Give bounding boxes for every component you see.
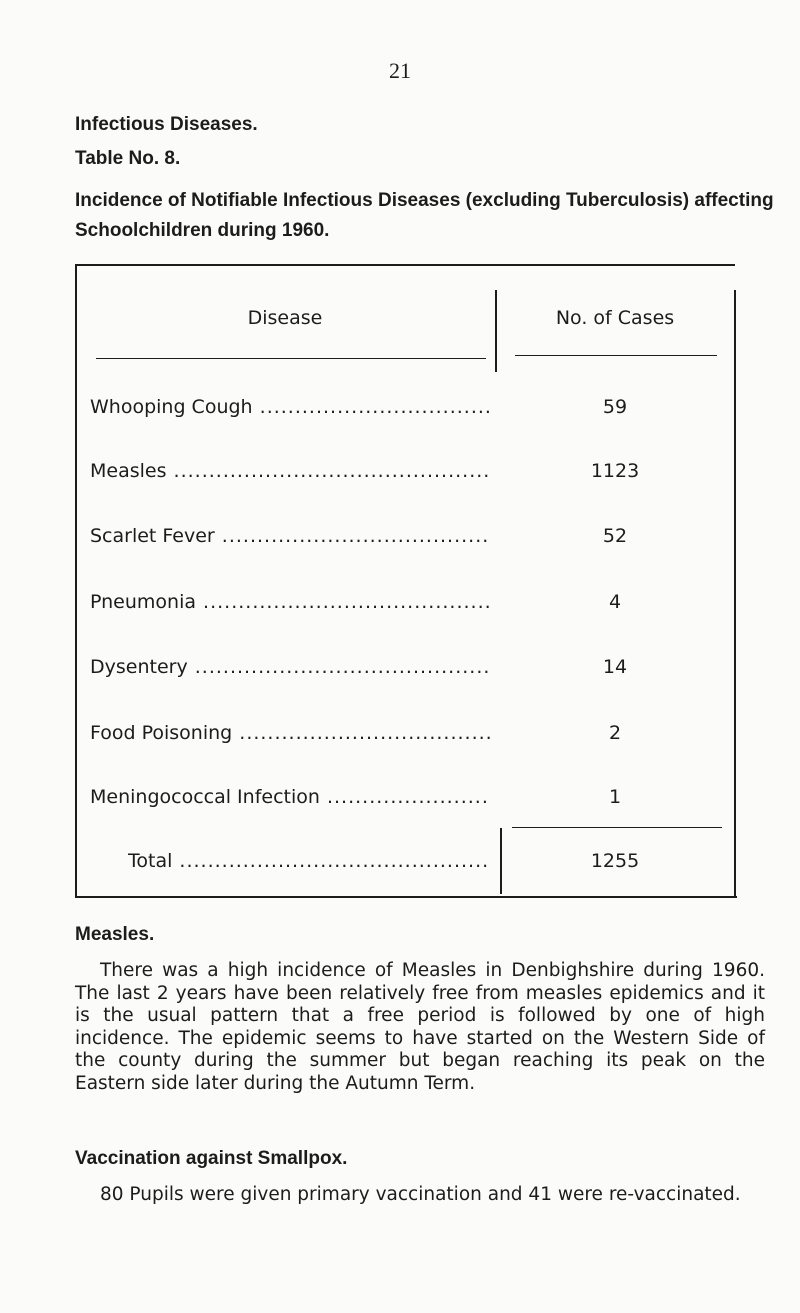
column-header-disease: Disease [247,307,323,329]
table-right-rule [734,290,736,896]
table-top-rule [75,264,735,266]
header-underline-disease [96,358,486,359]
table-number: Table No. 8. [75,148,181,169]
disease-name: Whooping Cough ..... [90,396,490,418]
disease-name: Food Poisoning ..... [90,722,490,744]
case-count: 14 [602,656,628,678]
section-heading: Infectious Diseases. [75,114,258,135]
disease-name: Scarlet Fever ..... [90,525,490,547]
total-rule [512,827,722,828]
total-value: 1255 [590,850,640,872]
table-caption: Incidence of Notifiable Infectious Diseases (excluding Tuberculosis) affecting Schoolchildren during 1960. [75,190,774,241]
column-divider [495,290,497,372]
disease-name: Measles ..... [90,460,490,482]
disease-name: Pneumonia ..... [90,591,490,613]
case-count: 2 [608,722,622,744]
header-underline-cases [515,355,717,356]
table-left-rule [75,266,77,898]
vaccination-title: Vaccination against Smallpox. [75,1148,348,1169]
table-bottom-rule [75,896,737,898]
disease-name: Dysentery ..... [90,656,490,678]
measles-paragraph: There was a high incidence of Measles in Denbighshire during 1960. The last 2 years have been relatively free from measles epidemics and it is the usual pattern that a free period is followed by one of high incidence. The epidemic seems to have started on the Western Side of the county during the summer but began reaching its peak on the Eastern side later during the Autumn Term. [75,960,765,1094]
case-count: 52 [602,525,628,547]
case-count: 59 [602,396,628,418]
case-count: 4 [608,591,622,613]
measles-title: Measles. [75,924,155,945]
case-count: 1123 [590,460,640,482]
total-label: Total ..... [128,850,490,872]
disease-name: Meningococcal Infection ..... [90,786,490,808]
vaccination-paragraph: 80 Pupils were given primary vaccination and 41 were re-vaccinated. [100,1184,741,1205]
case-count: 1 [608,786,622,808]
page-number: 21 [389,58,411,83]
column-header-cases: No. of Cases [555,307,675,329]
